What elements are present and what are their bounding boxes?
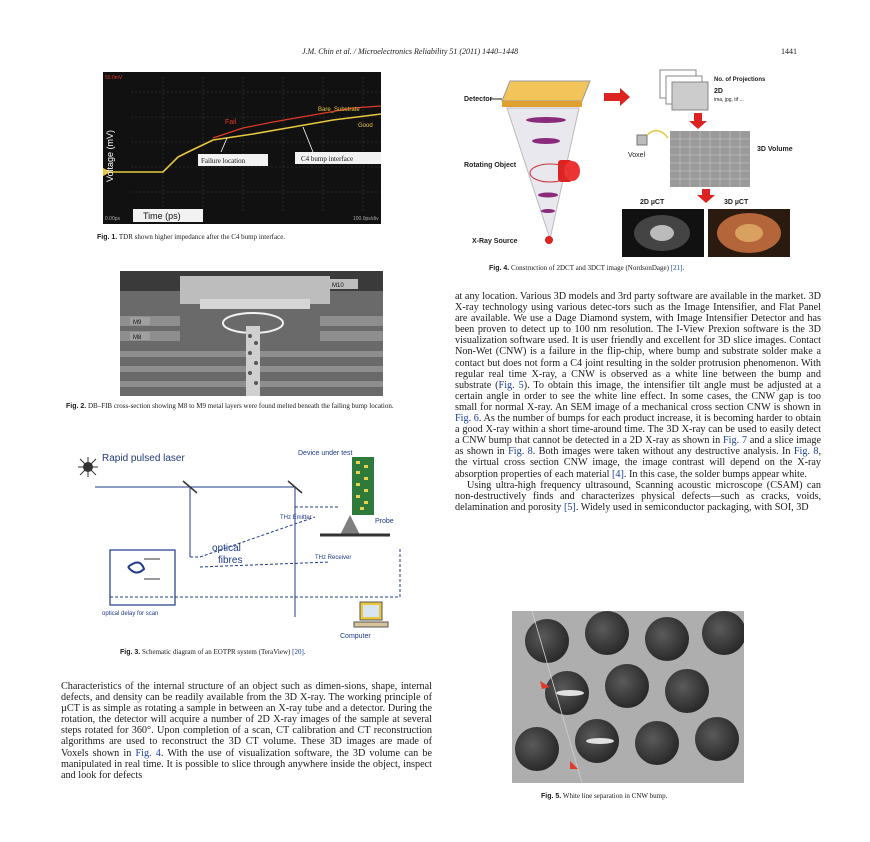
corner-label: 50.0mV (105, 75, 123, 81)
tick-left: 0.00ps (105, 216, 121, 222)
label-3d-uct: 3D µCT (724, 199, 749, 206)
ref-link[interactable]: [4] (612, 468, 624, 480)
text-run: . In this case, the solder bumps appear white. (623, 468, 807, 480)
text-run: . With the use of visualization software, the 3D volume can be manipulated in real time. It is possible to slice through anywhere inside the object, inspect and look for defects (61, 747, 432, 781)
x-axis-label: Time (ps) (143, 211, 181, 221)
label-projections: No. of Projections (714, 77, 766, 83)
left-column-text (61, 681, 432, 781)
tick-right: 100.0ps/div (353, 216, 379, 222)
ref-link[interactable]: Fig. 8 (508, 446, 533, 458)
fig2-caption: Fig. 2. DB–FIB cross-section showing M8 to M9 metal layers were found melted beneath the failing bump location. (66, 402, 394, 410)
page-number: 1441 (781, 47, 797, 56)
ref-link[interactable]: Fig. 6 (455, 413, 479, 425)
label-computer: Computer (340, 633, 371, 640)
label-probe: Probe (375, 518, 394, 525)
text-run: Characteristics of the internal structure of an object such as dimen-sions, shape, internal defects, and density can be readily available from the 3D X-ray. The working principle of µCT is as simple as rotating a sample in between an X-ray tube and a detector. During the rotation, the detector will acquire a number of 2D X-ray images of the sample at several steps rotated for 360°. Upon completion of a scan, CT calibration and CT reconstruction algorithms are used to reconstruct the 3D CT volume. These 3D images are made of Voxels shown in (61, 681, 432, 759)
label-formats: ima, jpg, tif ... (714, 97, 744, 103)
fig2-fib-image (120, 271, 383, 396)
ref-link[interactable]: Fig. 8 (793, 446, 819, 458)
right-paragraph-2 (455, 480, 821, 513)
ref-link[interactable]: Fig. 4 (135, 747, 161, 759)
fig1-tdr-plot (103, 72, 381, 224)
label-xray-source: X-Ray Source (472, 238, 518, 245)
ref-link[interactable]: [5] (563, 501, 576, 513)
fig5-cnw-image (512, 611, 744, 783)
label-m9: M9 (133, 320, 142, 326)
fig5-caption: Fig. 5. White line separation in CNW bump. (541, 792, 668, 800)
text-run: . Widely used in semiconductor packaging, with SOI, 3D (575, 501, 809, 513)
label-3d-volume: 3D Volume (757, 146, 793, 153)
label-good: Good (358, 123, 373, 129)
running-title: J.M. Chin et al. / Microelectronics Reliability 51 (2011) 1440–1448 (302, 47, 519, 56)
text-run: . As the number of bumps for each product increase, it is becoming harder to obtain a good X-ray within a short time-around time. The 3D X-ray can be used to easily detect a CNW bump that cannot be detected in a 2D X-ray as shown in (455, 413, 821, 447)
label-fail: Fail (225, 119, 237, 126)
text-run: and a slice image as shown in (455, 435, 821, 458)
text-run: Using ultra-high frequency ultrasound, Scanning acoustic microscope (CSAM) can non-destructively finds and characterizes physical defects—such as cracks, voids, delamination and porosity (455, 479, 821, 513)
label-rotating-object: Rotating Object (464, 162, 517, 169)
label-2d: 2D (714, 88, 723, 95)
text-run: ). To obtain this image, the intensifier tilt angle must be adjusted at a certain angle in order to see the white line effect. In some cases, the CNW gap is too small for normal X-ray. An SEM image of a mechanical cross section CNW is shown in (455, 379, 821, 413)
fig1-caption: Fig. 1. TDR shown higher impedance after the C4 bump interface. (97, 233, 286, 241)
label-device: Device under test (298, 450, 353, 457)
ref-link[interactable]: Fig. 7 (723, 435, 748, 447)
left-paragraph (61, 681, 432, 781)
text-run: at any location. Various 3D models and 3rd party software are available in the market. 3D X-ray technology using various detec-tors such as the Image Intensifier, and Flat Panel are available. We use a Dage Diamond system, with Image Intensifier Detector and has been proven to detect up to 100 nm resolution. The I-View Prexion software is the 3D visualization software used. It is user friendly and excellent for 3D slice images. Contact Non-Wet (CNW) is a failure in the flip-chip, where bump and substrate solder make a contact but does not form a C4 joint resulting in the solder protrusion phenomenon. With regular real time X-ray, a CNW is observed as a white line between the bump and substrate ( (455, 291, 821, 391)
label-thz-emitter: THz Emitter (280, 515, 312, 521)
fig3-eotpr-diagram (70, 447, 410, 642)
label-bare-substrate: Bare_Substrate (318, 107, 360, 113)
label-m10: M10 (332, 283, 344, 289)
label-laser: Rapid pulsed laser (102, 453, 185, 464)
label-failure-location: Failure location (201, 157, 246, 165)
right-paragraph-1 (455, 291, 821, 480)
label-2d-uct: 2D µCT (640, 199, 665, 206)
fig4-caption: Fig. 4. Construction of 2DCT and 3DCT image (NordsonDage) [21]. (489, 264, 685, 272)
label-fibres: fibres (218, 555, 243, 566)
text-run: , the virtual cross section CNW image, the image contrast will depend on the X-ray absorption properties of each material (455, 446, 822, 480)
label-m8: M8 (133, 335, 142, 341)
ref-link[interactable]: Fig. 5 (498, 379, 524, 391)
label-optical-delay: optical delay for scan (102, 611, 159, 617)
label-c4-interface: C4 bump interface (301, 155, 354, 163)
y-axis-label: Voltage (mV) (105, 129, 115, 182)
label-optical: optical (212, 543, 241, 554)
label-thz-receiver: THz Receiver (315, 555, 352, 561)
fig4-ct-diagram (462, 63, 814, 259)
fig3-caption: Fig. 3. Schematic diagram of an EOTPR system (TeraView) [20]. (120, 648, 306, 656)
right-column-text (455, 291, 821, 513)
label-voxel: Voxel (628, 152, 646, 159)
text-run: . Both images were taken without any destructive analysis. In (532, 446, 794, 458)
label-detector: Detector (464, 96, 493, 103)
